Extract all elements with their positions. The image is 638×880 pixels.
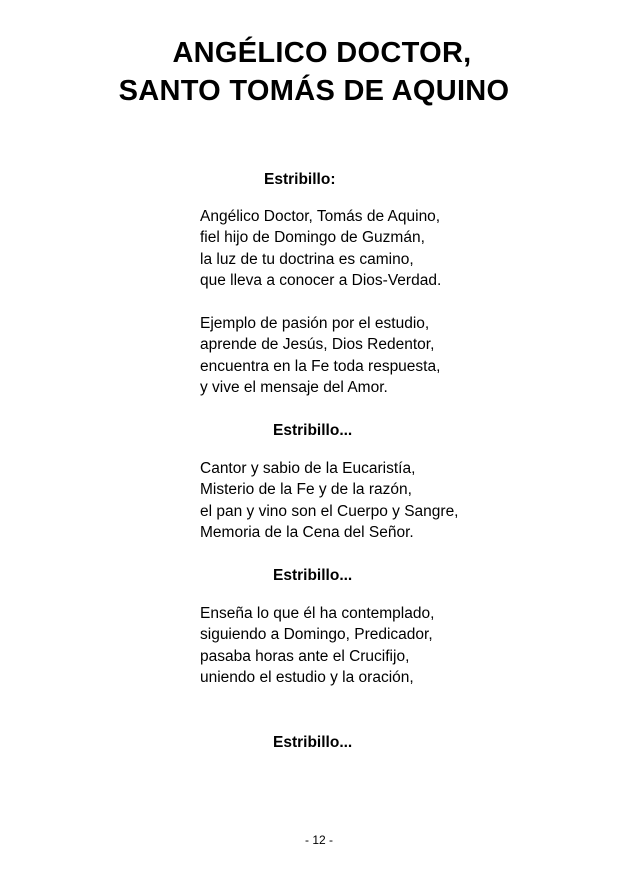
refrain-repeat: Estribillo... bbox=[273, 422, 353, 439]
title-line-1: ANGÉLICO DOCTOR, bbox=[172, 37, 472, 69]
verse-line: el pan y vino son el Cuerpo y Sangre, bbox=[200, 502, 459, 520]
page-number: - 12 - bbox=[304, 833, 333, 847]
stanza-1 bbox=[200, 206, 441, 291]
verse-line: y vive el mensaje del Amor. bbox=[200, 378, 388, 396]
stanza-4 bbox=[200, 603, 434, 688]
verse-line: Enseña lo que él ha contemplado, bbox=[200, 605, 435, 622]
stanza-2 bbox=[200, 313, 440, 398]
stanza-3 bbox=[200, 458, 459, 543]
page-title bbox=[0, 34, 638, 110]
verse-line: encuentra en la Fe toda respuesta, bbox=[200, 357, 441, 375]
refrain-heading: Estribillo: bbox=[264, 171, 336, 188]
verse-line: Cantor y sabio de la Eucaristía, bbox=[200, 460, 416, 477]
verse-line: Ejemplo de pasión por el estudio, bbox=[200, 315, 430, 332]
verse-line: uniendo el estudio y la oración, bbox=[200, 668, 414, 686]
verse-line: Misterio de la Fe y de la razón, bbox=[200, 481, 412, 499]
refrain-repeat: Estribillo... bbox=[273, 567, 353, 584]
verse-line: Angélico Doctor, Tomás de Aquino, bbox=[200, 208, 441, 225]
verse-line: fiel hijo de Domingo de Guzmán, bbox=[200, 229, 425, 247]
verse-line: siguiendo a Domingo, Predicador, bbox=[200, 626, 433, 644]
verse-line: pasaba horas ante el Crucifijo, bbox=[200, 647, 410, 665]
verse-line: Memoria de la Cena del Señor. bbox=[200, 523, 414, 541]
verse-line: la luz de tu doctrina es camino, bbox=[200, 250, 414, 268]
title-line-2: SANTO TOMÁS DE AQUINO bbox=[118, 75, 510, 107]
verse-line: que lleva a conocer a Dios-Verdad. bbox=[200, 271, 442, 289]
refrain-repeat: Estribillo... bbox=[273, 734, 353, 751]
verse-line: aprende de Jesús, Dios Redentor, bbox=[200, 336, 435, 354]
